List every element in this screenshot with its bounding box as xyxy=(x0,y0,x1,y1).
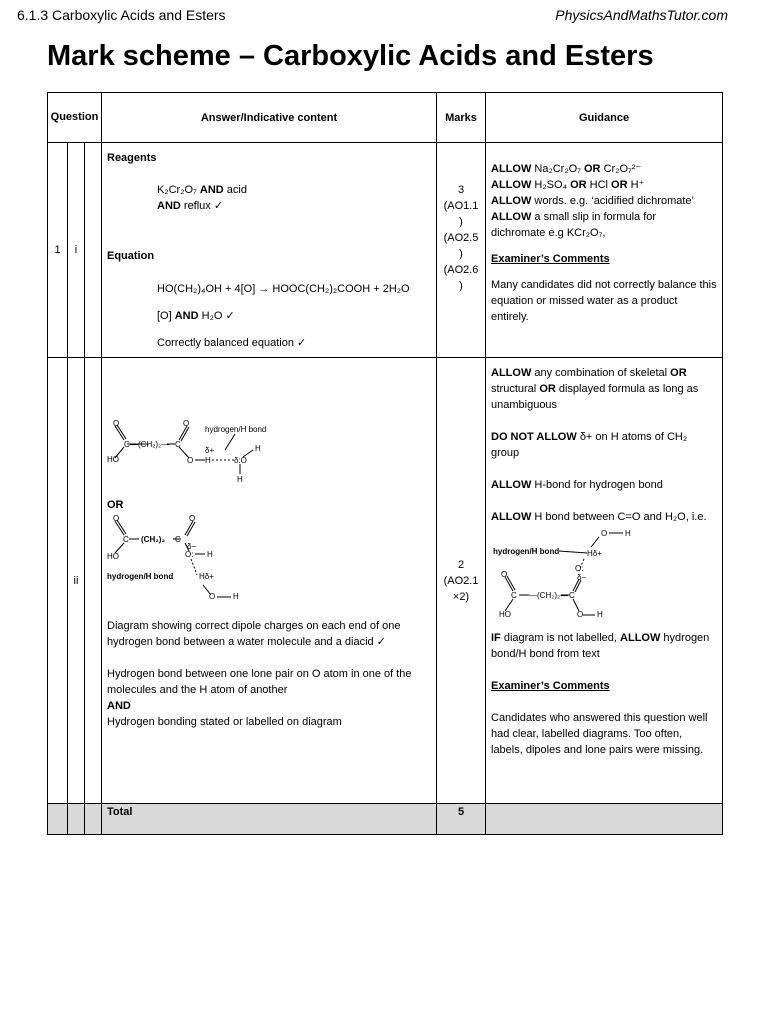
svg-text:HO: HO xyxy=(107,552,119,561)
hydrogen-bond-diagram-2 xyxy=(107,513,307,607)
svg-text:O:: O: xyxy=(575,564,584,573)
svg-text:C: C xyxy=(175,440,181,449)
svg-text:H: H xyxy=(207,550,213,559)
svg-text:C: C xyxy=(569,591,575,600)
question-subpart xyxy=(85,143,102,358)
page-title: Mark scheme – Carboxylic Acids and Esters xyxy=(47,40,654,72)
svg-text:HO: HO xyxy=(107,455,119,464)
diagram-label: hydrogen/H bond xyxy=(107,572,174,581)
guidance-line: ALLOW words. e.g. ‘acidified dichromate’ xyxy=(491,195,694,207)
svg-text:δ−: δ− xyxy=(187,542,197,551)
svg-text:O:: O: xyxy=(185,550,194,559)
equation-heading: Equation xyxy=(107,250,155,262)
marks-cell: 2 (AO2.1 ×2) xyxy=(437,358,486,804)
svg-text:(CH₂)₂: (CH₂)₂ xyxy=(141,535,165,544)
answer-cell xyxy=(102,358,437,804)
svg-text:O: O xyxy=(113,514,120,523)
svg-text:C: C xyxy=(175,535,181,544)
hydrogen-bond-diagram-1 xyxy=(107,420,307,494)
total-row xyxy=(48,804,723,835)
guidance-line: ALLOW a small slip in formula for xyxy=(491,211,657,223)
or-label: OR xyxy=(107,499,124,511)
svg-text:H: H xyxy=(597,610,603,619)
svg-text:O: O xyxy=(187,456,194,465)
guidance-cell xyxy=(486,358,723,804)
guidance-para: DO NOT ALLOW δ+ on H atoms of CH₂ group xyxy=(491,431,688,459)
svg-text:HO: HO xyxy=(499,610,511,619)
svg-text:H: H xyxy=(205,456,211,465)
equation-text: HO(CH₂)₄OH + 4[O] → HOOC(CH₂)₂COOH + 2H₂O xyxy=(157,283,410,295)
svg-text:O: O xyxy=(601,529,608,538)
header-site: PhysicsAndMathsTutor.com xyxy=(555,7,728,23)
question-number xyxy=(48,358,68,804)
examiners-comment: Candidates who answered this question well had clear, labelled diagrams. Too often, labels, dipoles and lone pairs were missing. xyxy=(491,712,708,756)
svg-text:C: C xyxy=(124,440,130,449)
svg-text:O: O xyxy=(577,610,584,619)
guidance-para: ALLOW any combination of skeletal OR structural OR displayed formula as long as unambiguous xyxy=(491,367,699,411)
guidance-line: ALLOW H₂SO₄ OR HCl OR H⁺ xyxy=(491,179,645,191)
column-header-marks: Marks xyxy=(437,93,486,143)
question-part: ii xyxy=(68,358,85,804)
examiners-comments-heading: Examiner’s Comments xyxy=(491,680,610,692)
guidance-para: ALLOW H bond between C=O and H₂O, i.e. xyxy=(491,511,707,523)
svg-text:Hδ+: Hδ+ xyxy=(587,549,602,558)
svg-text:—(CH₂)₂—: —(CH₂)₂— xyxy=(529,591,569,600)
guidance-cell xyxy=(486,143,723,358)
guidance-para: ALLOW H-bond for hydrogen bond xyxy=(491,479,663,491)
svg-text:O: O xyxy=(113,420,120,428)
examiners-comments-heading: Examiner’s Comments xyxy=(491,253,610,265)
guidance-line: ALLOW Na₂Cr₂O₇ OR Cr₂O₇²⁻ xyxy=(491,163,642,175)
column-header-guidance: Guidance xyxy=(486,93,723,143)
answer-point-3: Hydrogen bonding stated or labelled on diagram xyxy=(107,716,342,728)
guidance-para: IF diagram is not labelled, ALLOW hydrogen bond/H bond from text xyxy=(491,632,710,660)
hydrogen-bond-diagram-3 xyxy=(491,525,641,621)
answer-and: AND xyxy=(107,700,131,712)
svg-text:δ:O: δ:O xyxy=(234,456,247,465)
svg-text:C: C xyxy=(123,535,129,544)
reagent-line-1: K₂Cr₂O₇ AND acid xyxy=(157,184,247,196)
total-marks: 5 xyxy=(437,804,486,835)
reagents-heading: Reagents xyxy=(107,152,157,164)
reagent-line-2: AND reflux ✓ xyxy=(157,200,224,212)
equation-line-2: [O] AND H₂O ✓ xyxy=(157,310,235,322)
svg-text:H: H xyxy=(255,444,261,453)
svg-text:δ+: δ+ xyxy=(205,446,215,455)
examiners-comment: Many candidates did not correctly balance this equation or missed water as a product entirely. xyxy=(491,279,717,323)
question-part: i xyxy=(68,143,85,358)
question-subpart xyxy=(85,358,102,804)
diagram-label: hydrogen/H bond xyxy=(493,547,560,556)
answer-point-2: Hydrogen bond between one lone pair on O atom in one of the molecules and the H atom of another xyxy=(107,668,412,696)
answer-point-1: Diagram showing correct dipole charges on each end of one hydrogen bond between a water molecule and a diacid ✓ xyxy=(107,620,401,648)
svg-text:O: O xyxy=(189,514,196,523)
guidance-line: dichromate e.g KCr₂O₇, xyxy=(491,227,606,239)
total-label: Total xyxy=(102,804,437,835)
column-header-answer: Answer/Indicative content xyxy=(102,93,437,143)
column-header-question: Question xyxy=(48,93,102,143)
answer-cell xyxy=(102,143,437,358)
svg-text:O: O xyxy=(209,592,216,601)
table-row xyxy=(48,143,723,358)
question-number: 1 xyxy=(48,143,68,358)
equation-line-3: Correctly balanced equation ✓ xyxy=(157,337,307,349)
table-header-row xyxy=(48,93,723,143)
svg-text:δ−: δ− xyxy=(577,573,587,582)
header-topic: 6.1.3 Carboxylic Acids and Esters xyxy=(17,7,226,23)
svg-text:—(CH₂)₂—: —(CH₂)₂— xyxy=(130,440,170,449)
svg-text:C: C xyxy=(511,591,517,600)
svg-text:Hδ+: Hδ+ xyxy=(199,572,214,581)
marks-cell: 3 (AO1.1 ) (AO2.5 ) (AO2.6 ) xyxy=(437,143,486,358)
svg-text:O: O xyxy=(183,420,190,428)
table-row xyxy=(48,358,723,804)
svg-text:H: H xyxy=(233,592,239,601)
diagram-label: hydrogen/H bond xyxy=(205,425,267,434)
mark-scheme-table xyxy=(47,92,723,835)
svg-text:O: O xyxy=(501,570,508,579)
svg-text:H: H xyxy=(625,529,631,538)
svg-text:H: H xyxy=(237,475,243,484)
